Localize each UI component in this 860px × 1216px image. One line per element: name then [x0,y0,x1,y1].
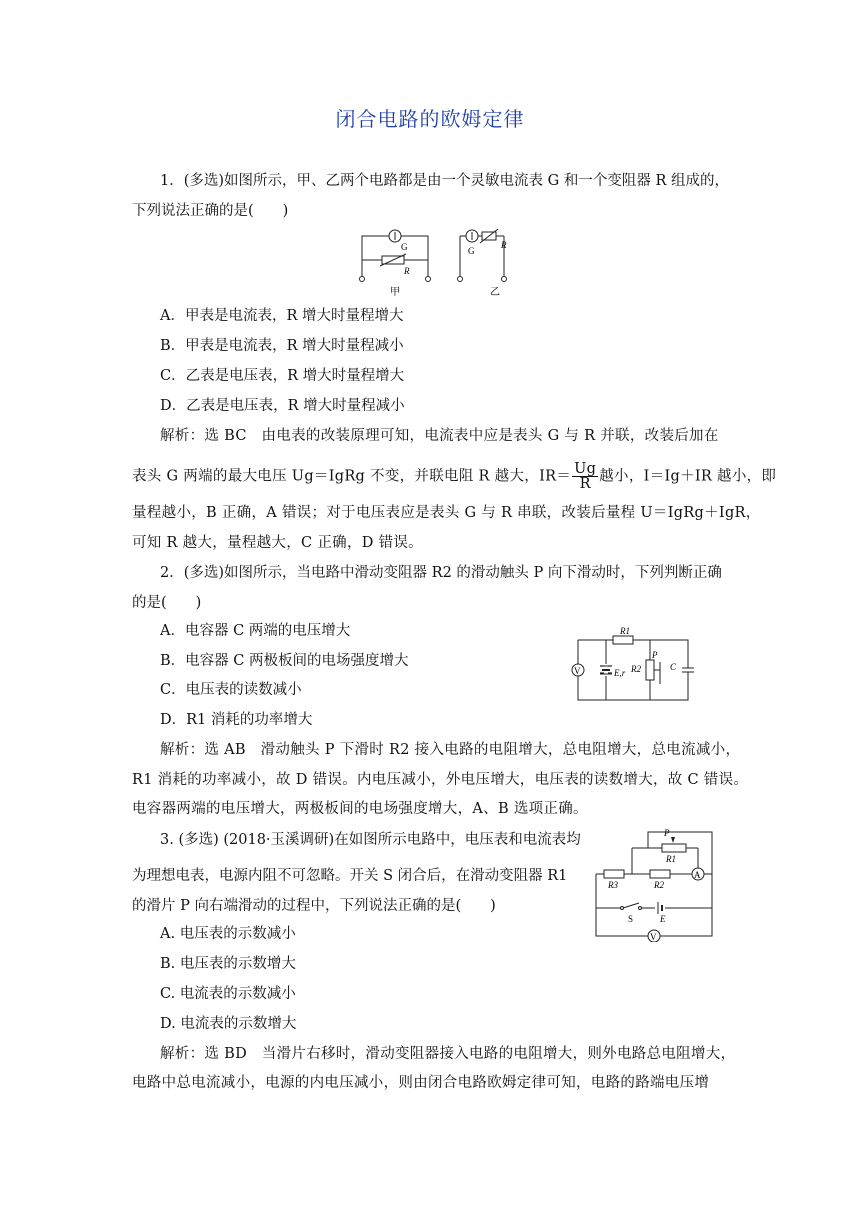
q2-option-b: B．电容器 C 两极板间的电场强度增大 [160,653,409,669]
q1-option-a: A．甲表是电流表，R 增大时量程增大 [160,308,404,324]
q1-circuit-figure [354,228,514,304]
q3-circuit-figure [592,826,718,946]
svg-text:R2: R2 [654,880,664,890]
q3-option-d: D. 电流表的示数增大 [160,1016,297,1032]
svg-text:R1: R1 [666,854,676,864]
resistor-icon [613,636,633,644]
q3-option-c: C. 电流表的示数减小 [160,986,296,1002]
svg-text:V: V [650,932,657,942]
rheostat-icon [662,844,686,852]
q2-analysis-line1: 解析：选 AB 滑动触头 P 下滑时 R2 接入电路的电阻增大，总电阻增大，总电流减小， [160,742,741,758]
q1-analysis-line4: 可知 R 越大，量程越大，C 正确，D 错误。 [132,535,423,551]
q2-stem-line1: 2．(多选)如图所示，当电路中滑动变阻器 R2 的滑动触头 P 向下滑动时，下列判断正确 [160,565,722,581]
svg-text:S: S [628,914,634,924]
fraction: $\frac{Ug}{R}$ [574,461,597,492]
q3-stem-line2: 为理想电表，电源内阻不可忽略。开关 S 闭合后，在滑动变阻器 R1 [132,868,568,884]
page-title: 闭合电路的欧姆定律 [335,107,525,131]
q2-option-c: C．电压表的读数减小 [160,682,302,698]
galvanometer-icon [389,230,401,242]
svg-text:R2: R2 [631,664,641,674]
q2-analysis-line3: 电容器两端的电压增大，两极板间的电场强度增大，A、B 选项正确。 [132,801,588,817]
q3-analysis-line1: 解析：选 BD 当滑片右移时，滑动变阻器接入电路的电阻增大，则外电路总电阻增大， [160,1046,736,1062]
q1-analysis-line1: 解析：选 BC 由电表的改装原理可知，电流表中应是表头 G 与 R 并联，改装后加在 [160,428,719,444]
svg-text:A: A [694,870,701,880]
q3-analysis-line2: 电路中总电流减小，电源的内电压减小，则由闭合电路欧姆定律可知，电路的路端电压增 [132,1075,710,1091]
svg-text:P: P [652,650,658,660]
q2-stem-line2: 的是( ) [132,595,202,611]
svg-text:乙: 乙 [490,287,500,298]
svg-text:G: G [468,246,475,256]
svg-text:C: C [670,662,677,672]
q1-analysis-line3: 量程越小，B 正确，A 错误；对于电压表应是表头 G 与 R 串联，改装后量程 U＝IgRg＋IgR， [132,505,761,521]
svg-text:R1: R1 [620,626,630,636]
q3-stem-line3: 的滑片 P 向右端滑动的过程中，下列说法正确的是( ) [132,898,496,914]
q2-analysis-line2: R1 消耗的功率减小，故 D 错误。内电压减小，外电压增大，电压表的读数增大，故 C 错误。 [132,772,749,788]
q3-option-b: B. 电压表的示数增大 [160,956,296,972]
q3-option-a: A. 电压表的示数减小 [160,926,296,942]
q1-option-c: C．乙表是电压表，R 增大时量程增大 [160,368,405,384]
svg-text:P: P [664,828,670,838]
svg-text:E,r: E,r [614,668,626,678]
q1-analysis-line2: 表头 G 两端的最大电压 Ug＝IgRg 不变，并联电阻 R 越大，IR＝ $\frac{Ug}{R}$ 越小，I＝Ig＋IR 越小，即 [132,461,777,492]
svg-text:R: R [501,240,507,250]
svg-text:R: R [404,266,410,276]
q1-option-b: B．甲表是电流表，R 增大时量程减小 [160,338,404,354]
svg-text:G: G [401,242,408,252]
svg-text:E: E [660,914,666,924]
svg-text:R3: R3 [608,880,618,890]
q1-stem-line2: 下列说法正确的是( ) [132,203,289,219]
q2-circuit-figure [566,624,702,710]
q3-stem-line1: 3. (多选) (2018·玉溪调研)在如图所示电路中，电压表和电流表均 [160,832,581,848]
q2-option-a: A．电容器 C 两端的电压增大 [160,623,351,639]
svg-text:甲: 甲 [390,287,400,298]
svg-text:V: V [574,666,581,676]
q1-option-d: D．乙表是电压表，R 增大时量程减小 [160,398,405,414]
q2-option-d: D．R1 消耗的功率增大 [160,712,313,728]
q1-stem-line1: 1．(多选)如图所示，甲、乙两个电路都是由一个灵敏电流表 G 和一个变阻器 R 组成的， [160,173,729,189]
